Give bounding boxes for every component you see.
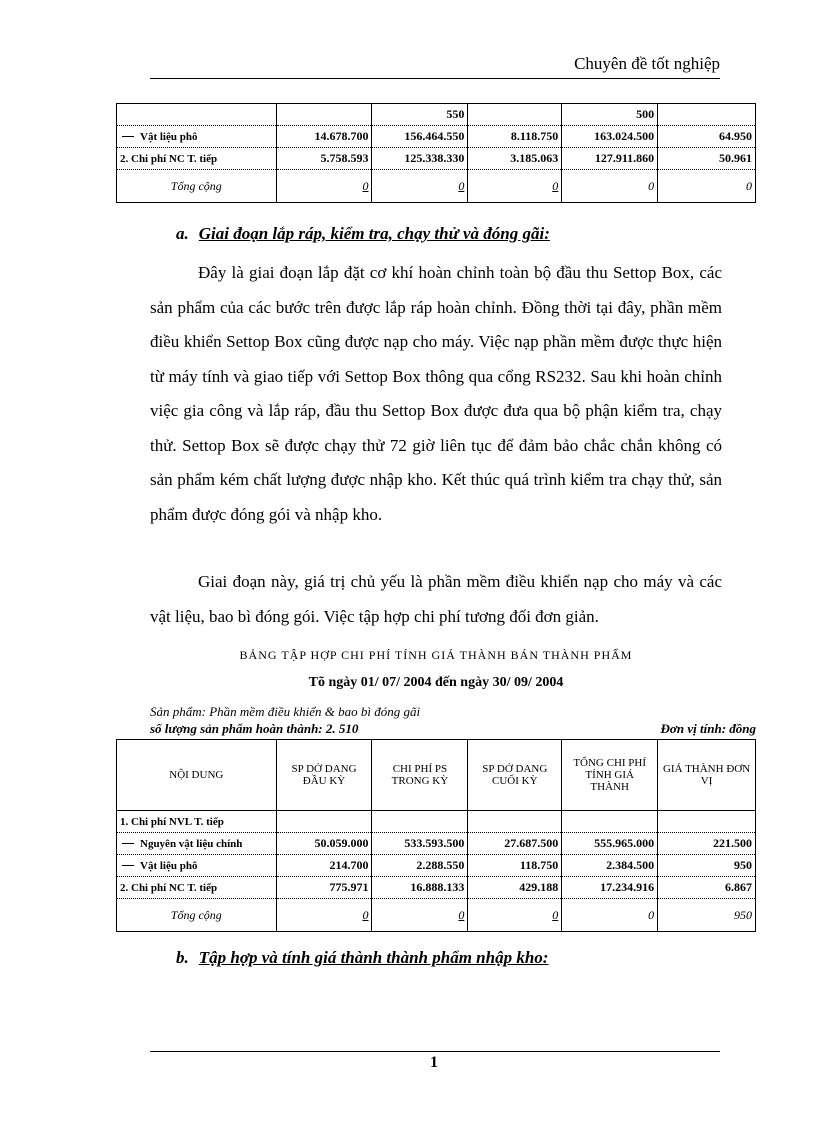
cell [276, 104, 372, 126]
header-rule [150, 78, 720, 79]
quantity-label: số lượng sản phẩm hoàn thành: 2. 510 [150, 721, 359, 736]
cell: 5.758.593 [276, 148, 372, 170]
cell: 0 [552, 178, 559, 193]
cell: 214.700 [276, 855, 372, 877]
table-row [117, 126, 756, 148]
dash-bullet [122, 136, 134, 137]
table-row [117, 877, 756, 899]
column-header: NỘI DUNG [117, 740, 277, 811]
page-number: 1 [430, 1054, 438, 1071]
cell: 0 [552, 907, 559, 922]
cell [562, 811, 658, 833]
table-row [117, 148, 756, 170]
section-a-heading [176, 224, 550, 244]
cell: 163.024.500 [562, 126, 658, 148]
cell: 429.188 [468, 877, 562, 899]
cell: 3.185.063 [468, 148, 562, 170]
cell: 533.593.500 [372, 833, 468, 855]
row-label [117, 104, 277, 126]
cell: 2.288.550 [372, 855, 468, 877]
cell: 550 [372, 104, 468, 126]
table-row [117, 833, 756, 855]
row-label: Vật liệu phô [140, 859, 198, 872]
cell: 0 [362, 178, 369, 193]
cell: 50.961 [658, 148, 756, 170]
column-header: TỔNG CHI PHÍ TÍNH GIÁ THÀNH [562, 740, 658, 811]
footer-rule [150, 1051, 720, 1052]
cell: 0 [362, 907, 369, 922]
dash-bullet [122, 843, 134, 844]
cell: 125.338.330 [372, 148, 468, 170]
table-period: Tõ ngày 01/ 07/ 2004 đến ngày 30/ 09/ 2004 [308, 675, 564, 690]
cell [468, 104, 562, 126]
cell: 127.911.860 [562, 148, 658, 170]
column-header: SP DỞ DANG CUỐI KỲ [468, 740, 562, 811]
table-title: BẢNG TẬP HỢP CHI PHÍ TÍNH GIÁ THÀNH BÁN THÀNH PHẨM [239, 648, 633, 662]
cell: 50.059.000 [276, 833, 372, 855]
section-title: Tập hợp và tính giá thành thành phẩm nhập kho: [198, 948, 549, 967]
row-label: Tổng cộng [117, 899, 277, 932]
cell: 0 [562, 170, 658, 203]
column-header: SP DỞ DANG ĐẦU KỲ [276, 740, 372, 811]
section-b-heading [176, 948, 548, 968]
section-letter: b. [176, 948, 189, 967]
cell: 64.950 [658, 126, 756, 148]
cell [658, 811, 756, 833]
row-label: 1. Chi phí NVL T. tiếp [117, 811, 277, 833]
cell: 500 [562, 104, 658, 126]
cell [468, 811, 562, 833]
table-header-row [117, 740, 756, 811]
cost-table-continued [116, 103, 756, 203]
cell: 0 [458, 907, 465, 922]
cell: 775.971 [276, 877, 372, 899]
unit-label: Đơn vị tính: đồng [660, 721, 756, 736]
cell: 8.118.750 [468, 126, 562, 148]
cell: 27.687.500 [468, 833, 562, 855]
cell: 950 [658, 855, 756, 877]
cell: 156.464.550 [372, 126, 468, 148]
paragraph: Giai đoạn này, giá trị chủ yếu là phần mềm điều khiển nạp cho máy và các vật liệu, bao bì đóng gói. Việc tập hợp chi phí tương đối đơn giản. [150, 572, 722, 626]
paragraph: Đây là giai đoạn lắp đặt cơ khí hoàn chỉnh toàn bộ đầu thu Settop Box, các sản phẩm của các bước trên được lắp ráp hoàn chỉnh. Đồng thời tại đây, phần mềm điều khiển Settop Box cũng được nạp cho máy. Việc nạp phần mềm được thực hiện từ máy tính và giao tiếp với Settop Box thông qua cổng RS232. Sau khi hoàn chỉnh việc gia công và lắp ráp, đầu thu Settop Box được đưa qua bộ phận kiểm tra, chạy thử. Settop Box sẽ được chạy thử 72 giờ liên tục để đảm bảo chắc chắn không có sản phẩm kém chất lượng được nhập kho. Kết thúc quá trình kiểm tra chạy thử, sản phẩm được đóng gói và nhập kho. [150, 263, 722, 524]
product-label: Sản phẩm: Phần mềm điều khiển & bao bì đóng gãi [150, 704, 421, 719]
cell: 118.750 [468, 855, 562, 877]
section-letter: a. [176, 224, 189, 243]
table-row [117, 855, 756, 877]
dash-bullet [122, 865, 134, 866]
cost-summary-table [116, 739, 756, 932]
cell: 221.500 [658, 833, 756, 855]
cell [658, 104, 756, 126]
table-row-total [117, 899, 756, 932]
cell: 0 [658, 170, 756, 203]
cell: 950 [658, 899, 756, 932]
cell [276, 811, 372, 833]
row-label: 2. Chi phí NC T. tiếp [117, 148, 277, 170]
cell: 0 [458, 178, 465, 193]
cell: 2.384.500 [562, 855, 658, 877]
cell: 6.867 [658, 877, 756, 899]
table-row [117, 811, 756, 833]
row-label: Nguyên vật liệu chính [140, 837, 243, 850]
cell: 555.965.000 [562, 833, 658, 855]
table-row-total [117, 170, 756, 203]
cell [372, 811, 468, 833]
column-header: GIÁ THÀNH ĐƠN VỊ [658, 740, 756, 811]
table-row [117, 104, 756, 126]
cell: 17.234.916 [562, 877, 658, 899]
column-header: CHI PHÍ PS TRONG KỲ [372, 740, 468, 811]
row-label: Tổng cộng [117, 170, 277, 203]
cell: 0 [562, 899, 658, 932]
row-label: Vật liệu phô [140, 130, 198, 143]
cell: 16.888.133 [372, 877, 468, 899]
document-header: Chuyên đề tốt nghiệp [574, 54, 720, 73]
row-label: 2. Chi phí NC T. tiếp [117, 877, 277, 899]
section-title: Giai đoạn lắp ráp, kiểm tra, chạy thử và đóng gãi: [198, 224, 550, 243]
cell: 14.678.700 [276, 126, 372, 148]
